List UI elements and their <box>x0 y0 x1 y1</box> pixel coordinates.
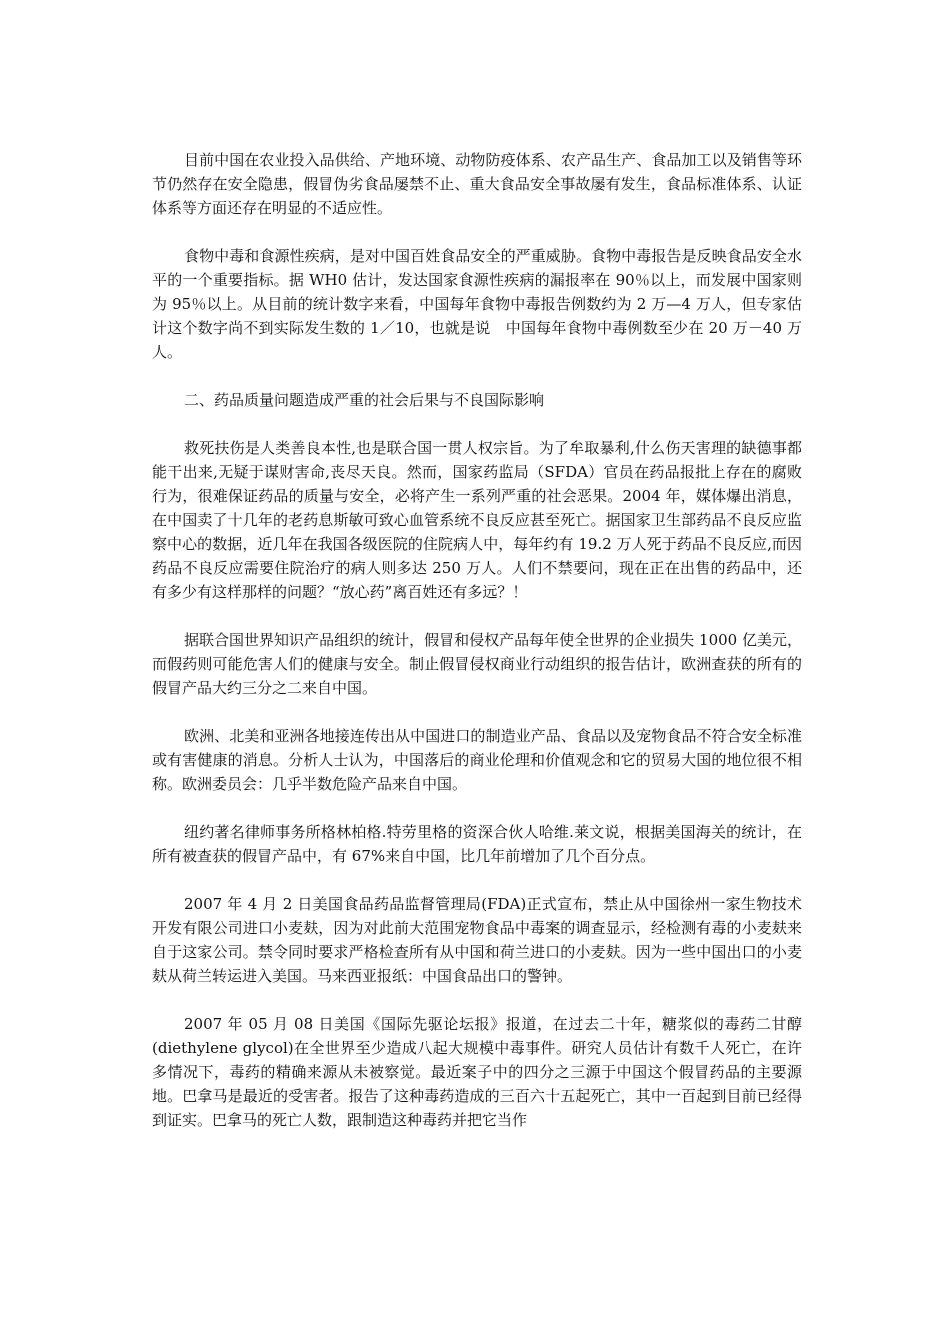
paragraph-drug-corruption: 救死扶伤是人类善良本性,也是联合国一贯人权宗旨。为了牟取暴利,什么伤天害理的缺德事都能干出来,无疑于谋财害命,丧尽天良。然而，国家药监局（SFDA）官员在药品报批上存在的腐败行为，很难保证药品的质量与安全，必将产生一系列严重的社会恶果。2004 年，媒体爆出消息，在中国卖了十几年的老药息斯敏可致心血管系统不良反应甚至死亡。据国家卫生部药品不良反应监察中心的数据，近几年在我国各级医院的住院病人中，每年约有 19.2 万人死于药品不良反应,而因药品不良反应需要住院治疗的病人则多达 250 万人。人们不禁要问，现在正在出售的药品中，还有多少有这样那样的问题？“放心药”离百姓还有多远？！ <box>152 439 802 601</box>
document-body <box>152 148 802 1132</box>
paragraph-food-safety-risks: 目前中国在农业投入品供给、产地环境、动物防疫体系、农产品生产、食品加工以及销售等环节仍然存在安全隐患，假冒伪劣食品屡禁不止、重大食品安全事故屡有发生，食品标准体系、认证体系等方面还存在明显的不适应性。 <box>152 151 802 217</box>
paragraph-import-warnings: 欧洲、北美和亚洲各地接连传出从中国进口的制造业产品、食品以及宠物食品不符合安全标准或有害健康的消息。分析人士认为，中国落后的商业伦理和价值观念和它的贸易大国的地位很不相称。欧洲委员会：几乎半数危险产品来自中国。 <box>152 727 802 793</box>
paragraph-fda-wheat-gluten: 2007 年 4 月 2 日美国食品药品监督管理局(FDA)正式宣布，禁止从中国徐州一家生物技术开发有限公司进口小麦麸，因为对此前大范围宠物食品中毒案的调查显示，经检测有毒的小麦麸来自于这家公司。禁令同时要求严格检查所有从中国和荷兰进口的小麦麸。因为一些中国出口的小麦麸从荷兰转运进入美国。马来西亚报纸：中国食品出口的警钟。 <box>152 895 802 985</box>
paragraph-customs-seizures: 纽约著名律师事务所格林柏格.特劳里格的资深合伙人哈维.莱文说，根据美国海关的统计，在所有被查获的假冒产品中，有 67%来自中国，比几年前增加了几个百分点。 <box>152 823 802 865</box>
paragraph-diethylene-glycol: 2007 年 05 月 08 日美国《国际先驱论坛报》报道，在过去二十年，糖浆似的毒药二甘醇(diethylene glycol)在全世界至少造成八起大规模中毒事件。研究人员估计有数千人死亡，在许多情况下，毒药的精确来源从未被察觉。最近案子中的四分之三源于中国这个假冒药品的主要源地。巴拿马是最近的受害者。报告了这种毒药造成的三百六十五起死亡，其中一百起到目前已经得到证实。巴拿马的死亡人数，跟制造这种毒药并把它当作 <box>152 1015 802 1129</box>
section-heading-drug-quality: 二、药品质量问题造成严重的社会后果与不良国际影响 <box>184 391 545 409</box>
paragraph-food-poisoning: 食物中毒和食源性疾病，是对中国百姓食品安全的严重威胁。食物中毒报告是反映食品安全水平的一个重要指标。据 WH0 估计，发达国家食源性疾病的漏报率在 90％以上，而发展中国家则为 95％以上。从目前的统计数字来看，中国每年食物中毒报告例数约为 2 万—4 万人，但专家估计这个数字尚不到实际发生数的 1／10，也就是说 中国每年食物中毒例数至少在 20 万－40 万人。 <box>152 247 802 361</box>
paragraph-counterfeit-statistics: 据联合国世界知识产品组织的统计，假冒和侵权产品每年使全世界的企业损失 1000 亿美元，而假药则可能危害人们的健康与安全。制止假冒侵权商业行动组织的报告估计，欧洲查获的所有的假冒产品大约三分之二来自中国。 <box>152 631 802 697</box>
